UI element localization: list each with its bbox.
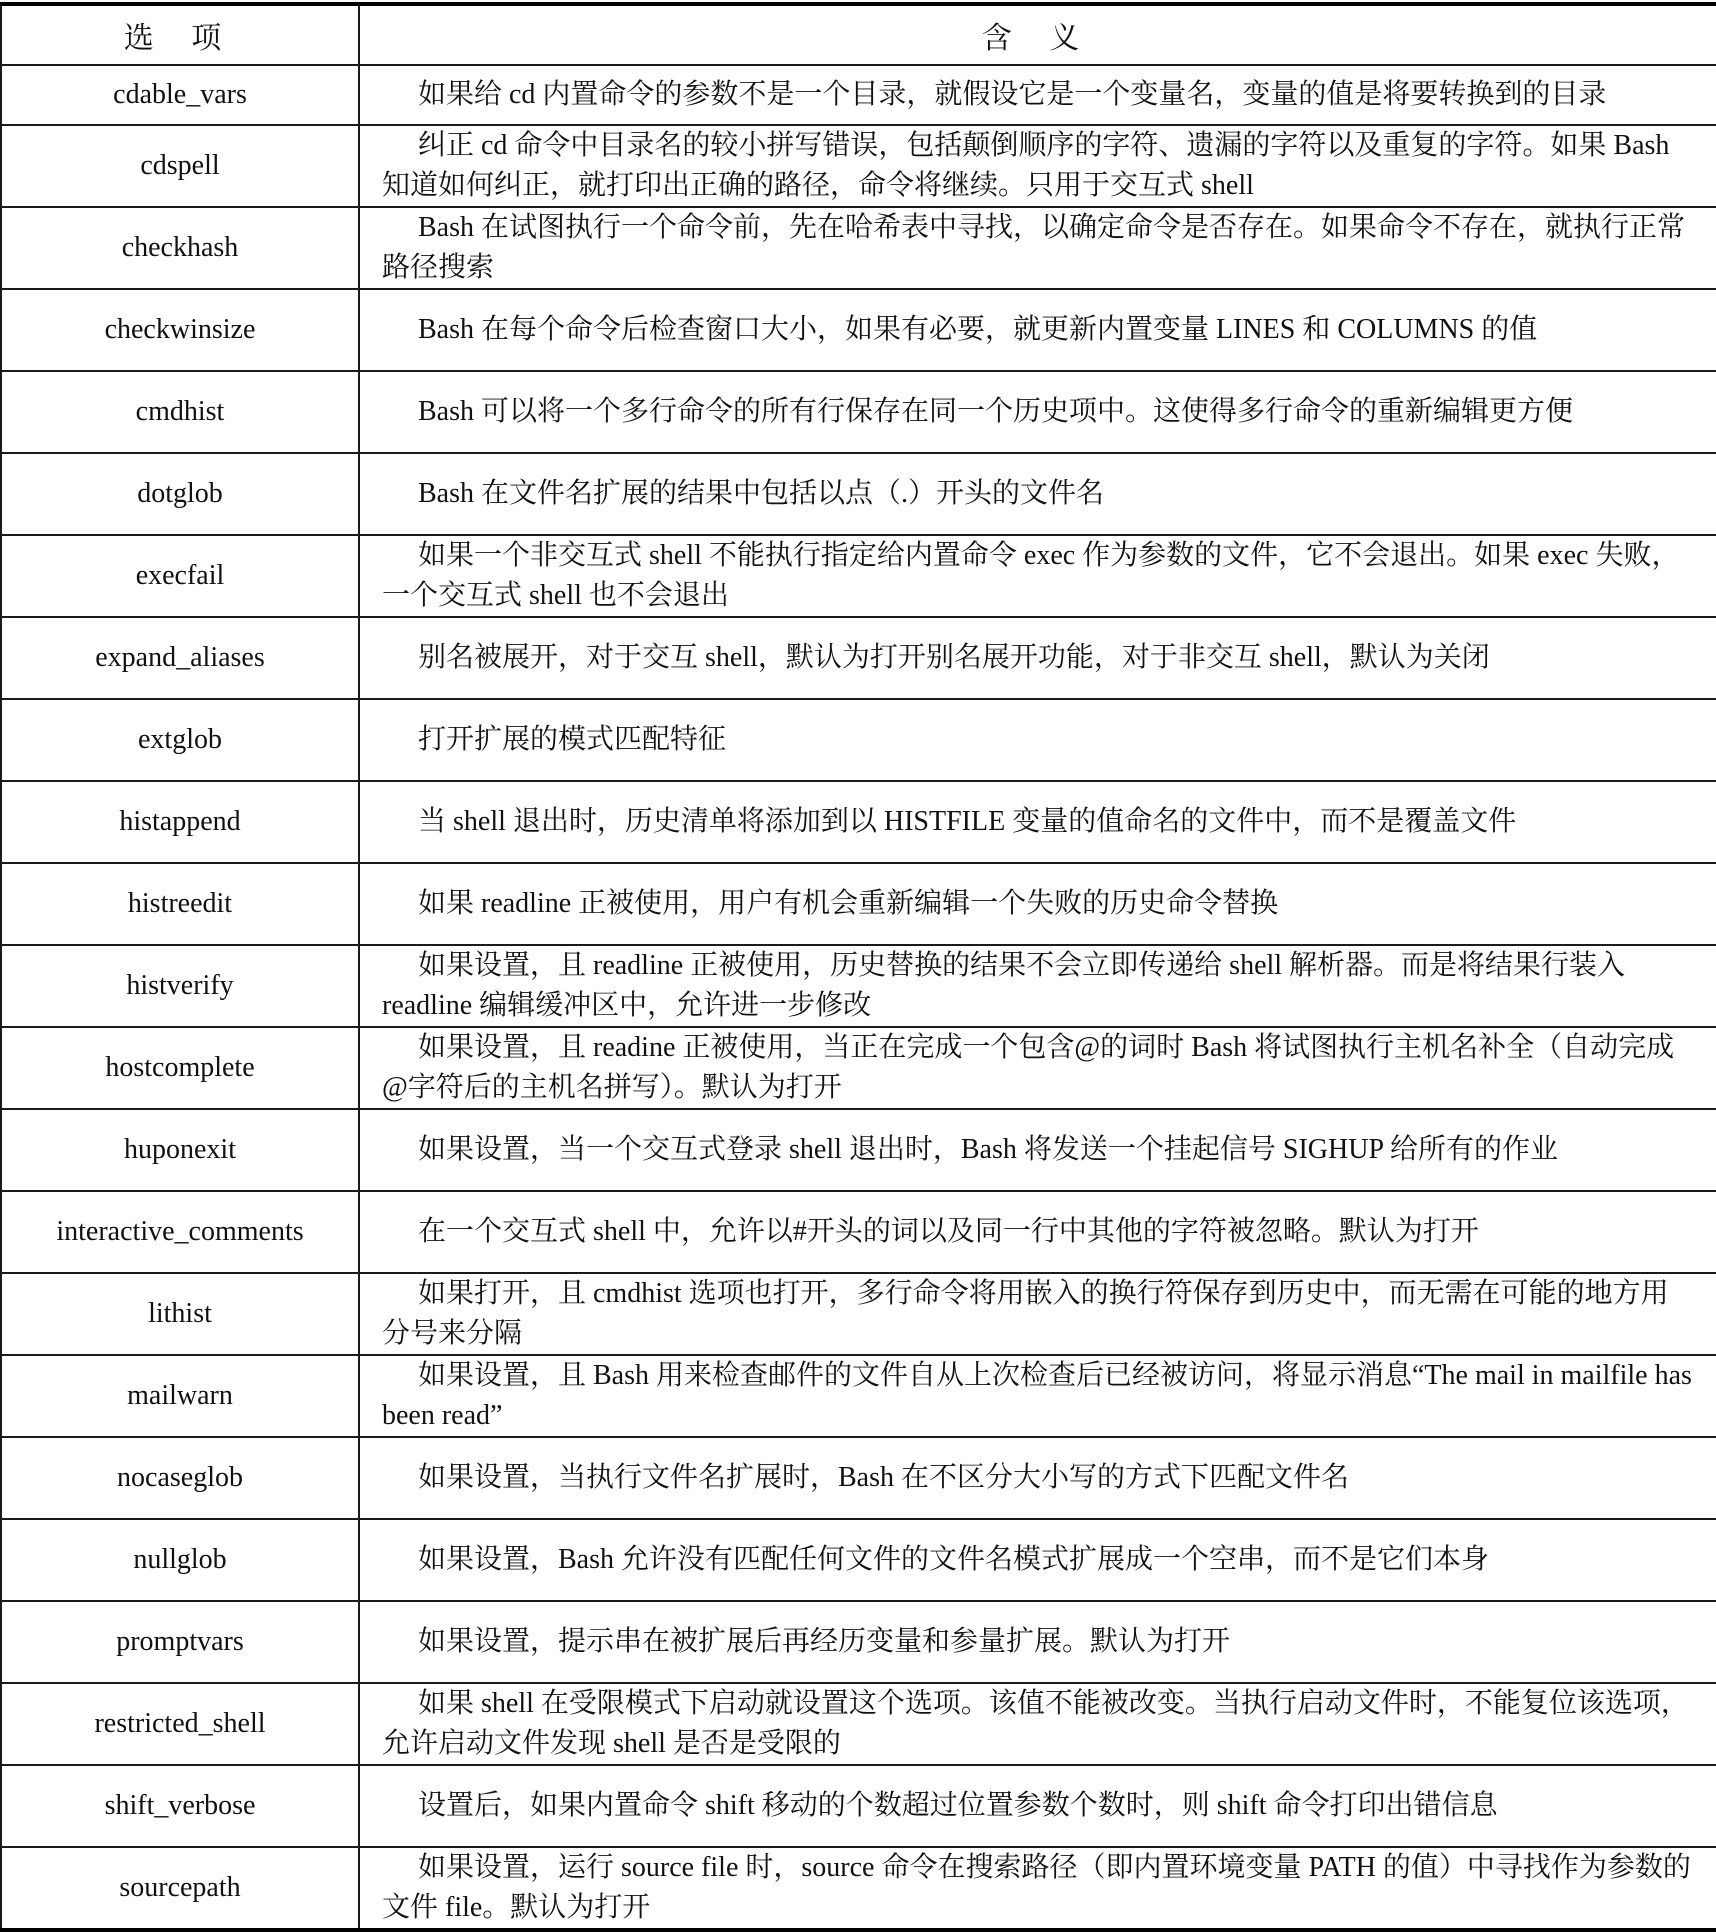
option-cell: histverify — [1, 945, 359, 1027]
column-header-meaning: 含 义 — [359, 4, 1716, 65]
option-cell: histappend — [1, 781, 359, 863]
option-cell: expand_aliases — [1, 617, 359, 699]
option-cell: lithist — [1, 1273, 359, 1355]
table-row — [1, 1191, 1716, 1273]
option-cell: dotglob — [1, 453, 359, 535]
table-row — [1, 1519, 1716, 1601]
table-row — [1, 1601, 1716, 1683]
meaning-cell: Bash 在每个命令后检查窗口大小，如果有必要，就更新内置变量 LINES 和 COLUMNS 的值 — [359, 289, 1716, 371]
meaning-cell: 如果设置，且 Bash 用来检查邮件的文件自从上次检查后已经被访问，将显示消息“The mail in mailfile has been read” — [359, 1355, 1716, 1437]
meaning-cell: 打开扩展的模式匹配特征 — [359, 699, 1716, 781]
option-cell: interactive_comments — [1, 1191, 359, 1273]
table-row — [1, 535, 1716, 617]
meaning-cell: 如果设置，且 readline 正被使用，历史替换的结果不会立即传递给 shell 解析器。而是将结果行装入 readline 编辑缓冲区中，允许进一步修改 — [359, 945, 1716, 1027]
option-cell: sourcepath — [1, 1847, 359, 1930]
table-row — [1, 289, 1716, 371]
table-row — [1, 863, 1716, 945]
table-row — [1, 207, 1716, 289]
option-cell: nocaseglob — [1, 1437, 359, 1519]
meaning-cell: 别名被展开，对于交互 shell，默认为打开别名展开功能，对于非交互 shell，默认为关闭 — [359, 617, 1716, 699]
table-row — [1, 65, 1716, 125]
option-cell: promptvars — [1, 1601, 359, 1683]
meaning-cell: 如果一个非交互式 shell 不能执行指定给内置命令 exec 作为参数的文件，它不会退出。如果 exec 失败，一个交互式 shell 也不会退出 — [359, 535, 1716, 617]
table-row — [1, 1273, 1716, 1355]
option-cell: nullglob — [1, 1519, 359, 1601]
meaning-cell: 如果设置，提示串在被扩展后再经历变量和参量扩展。默认为打开 — [359, 1601, 1716, 1683]
table-row — [1, 125, 1716, 207]
option-cell: execfail — [1, 535, 359, 617]
table-row — [1, 699, 1716, 781]
table-row — [1, 371, 1716, 453]
option-cell: restricted_shell — [1, 1683, 359, 1765]
table-row — [1, 781, 1716, 863]
meaning-cell: Bash 可以将一个多行命令的所有行保存在同一个历史项中。这使得多行命令的重新编辑更方便 — [359, 371, 1716, 453]
option-cell: checkwinsize — [1, 289, 359, 371]
table-row — [1, 1027, 1716, 1109]
meaning-cell: 如果打开，且 cmdhist 选项也打开，多行命令将用嵌入的换行符保存到历史中，而无需在可能的地方用分号来分隔 — [359, 1273, 1716, 1355]
table-row — [1, 1683, 1716, 1765]
meaning-cell: 如果 readline 正被使用，用户有机会重新编辑一个失败的历史命令替换 — [359, 863, 1716, 945]
table-body — [1, 65, 1716, 1930]
meaning-cell: 如果设置，运行 source file 时，source 命令在搜索路径（即内置环境变量 PATH 的值）中寻找作为参数的文件 file。默认为打开 — [359, 1847, 1716, 1930]
table-row — [1, 453, 1716, 535]
options-table — [0, 2, 1716, 1932]
meaning-cell: 如果设置，且 readine 正被使用，当正在完成一个包含@的词时 Bash 将试图执行主机名补全（自动完成@字符后的主机名拼写）。默认为打开 — [359, 1027, 1716, 1109]
meaning-cell: Bash 在试图执行一个命令前，先在哈希表中寻找，以确定命令是否存在。如果命令不存在，就执行正常路径搜索 — [359, 207, 1716, 289]
meaning-cell: 在一个交互式 shell 中，允许以#开头的词以及同一行中其他的字符被忽略。默认为打开 — [359, 1191, 1716, 1273]
meaning-cell: 当 shell 退出时，历史清单将添加到以 HISTFILE 变量的值命名的文件中，而不是覆盖文件 — [359, 781, 1716, 863]
table-row — [1, 1355, 1716, 1437]
meaning-cell: 如果设置，当执行文件名扩展时，Bash 在不区分大小写的方式下匹配文件名 — [359, 1437, 1716, 1519]
table-row — [1, 617, 1716, 699]
option-cell: extglob — [1, 699, 359, 781]
table-row — [1, 1437, 1716, 1519]
meaning-cell: 如果设置，Bash 允许没有匹配任何文件的文件名模式扩展成一个空串，而不是它们本身 — [359, 1519, 1716, 1601]
option-cell: cdspell — [1, 125, 359, 207]
option-cell: checkhash — [1, 207, 359, 289]
meaning-cell: 纠正 cd 命令中目录名的较小拼写错误，包括颠倒顺序的字符、遗漏的字符以及重复的字符。如果 Bash 知道如何纠正，就打印出正确的路径，命令将继续。只用于交互式 shell — [359, 125, 1716, 207]
meaning-cell: 如果给 cd 内置命令的参数不是一个目录，就假设它是一个变量名，变量的值是将要转换到的目录 — [359, 65, 1716, 125]
option-cell: cdable_vars — [1, 65, 359, 125]
column-header-option: 选 项 — [1, 4, 359, 65]
meaning-cell: 如果设置，当一个交互式登录 shell 退出时，Bash 将发送一个挂起信号 SIGHUP 给所有的作业 — [359, 1109, 1716, 1191]
option-cell: mailwarn — [1, 1355, 359, 1437]
option-cell: histreedit — [1, 863, 359, 945]
meaning-cell: Bash 在文件名扩展的结果中包括以点（.）开头的文件名 — [359, 453, 1716, 535]
table-row — [1, 1847, 1716, 1930]
table-header-row — [1, 4, 1716, 65]
option-cell: shift_verbose — [1, 1765, 359, 1847]
table-row — [1, 945, 1716, 1027]
table-row — [1, 1765, 1716, 1847]
table-row — [1, 1109, 1716, 1191]
option-cell: cmdhist — [1, 371, 359, 453]
option-cell: hostcomplete — [1, 1027, 359, 1109]
meaning-cell: 设置后，如果内置命令 shift 移动的个数超过位置参数个数时，则 shift 命令打印出错信息 — [359, 1765, 1716, 1847]
option-cell: huponexit — [1, 1109, 359, 1191]
meaning-cell: 如果 shell 在受限模式下启动就设置这个选项。该值不能被改变。当执行启动文件时，不能复位该选项，允许启动文件发现 shell 是否是受限的 — [359, 1683, 1716, 1765]
